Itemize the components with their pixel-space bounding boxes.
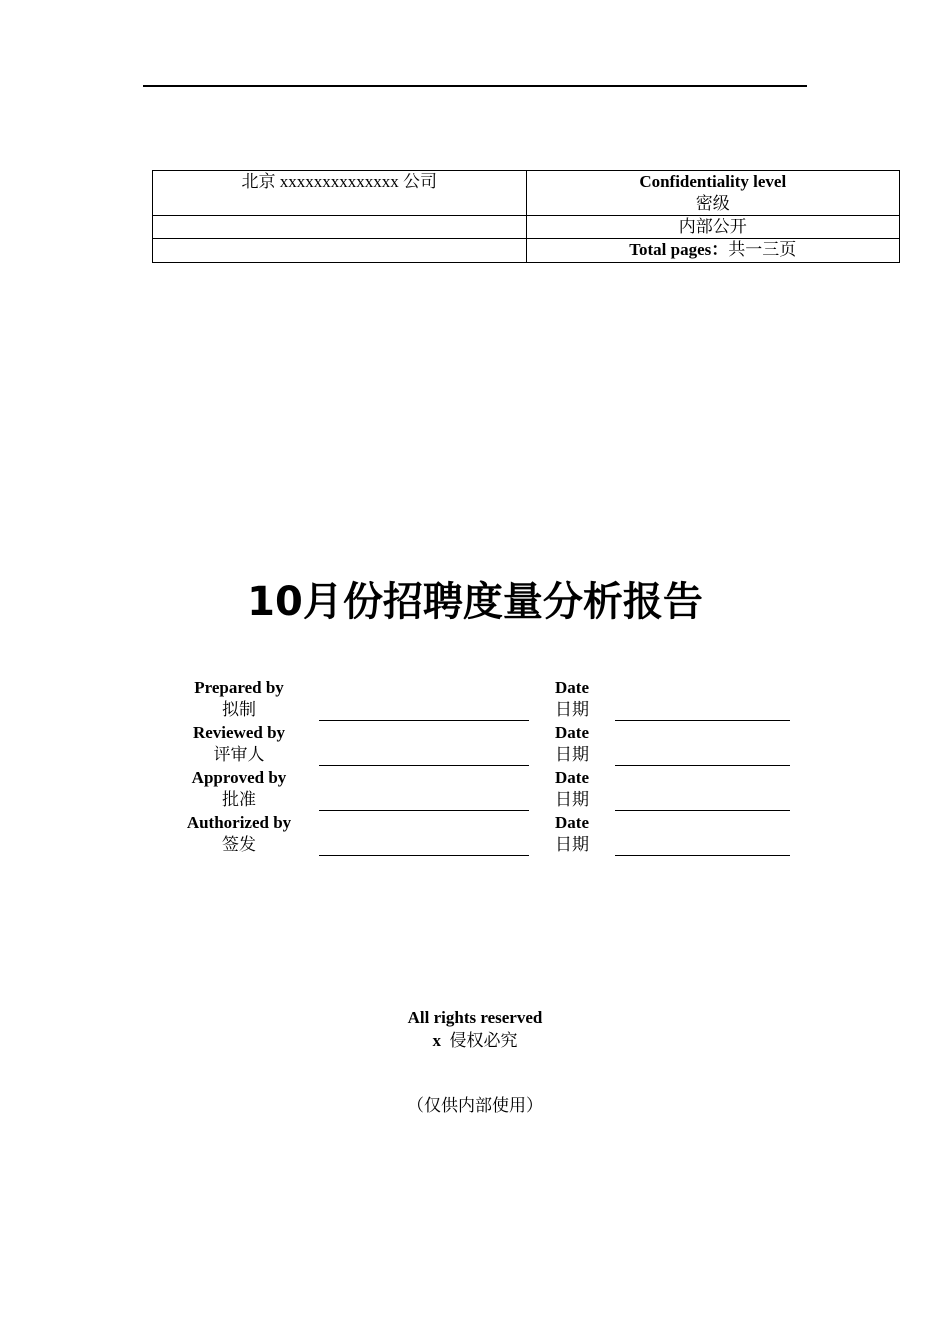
label-en: Prepared by (194, 678, 284, 697)
date-en: Date (555, 813, 589, 832)
signature-row-prepared (0, 677, 950, 722)
date-cn: 日期 (555, 790, 589, 809)
label-cn: 评审人 (213, 745, 265, 764)
company-cell (153, 171, 527, 216)
authorized-by-signature-line[interactable] (319, 855, 529, 856)
signature-row-approved (0, 767, 950, 812)
internal-use-notice: （仅供内部使用） (407, 1096, 543, 1115)
label-cn: 拟制 (222, 700, 256, 719)
date-label (540, 767, 604, 811)
label-en: Approved by (191, 768, 287, 787)
empty-cell (153, 239, 527, 263)
approved-date-line[interactable] (615, 810, 790, 811)
label-cn: 签发 (222, 835, 256, 854)
signature-row-authorized (0, 812, 950, 857)
company-name: 北京 xxxxxxxxxxxxxx 公司 (241, 172, 437, 191)
total-pages-cell (526, 239, 900, 263)
confidentiality-value-cell (526, 216, 900, 239)
date-en: Date (555, 678, 589, 697)
prepared-date-line[interactable] (615, 720, 790, 721)
document-title: 10月份招聘度量分析报告 (247, 579, 703, 625)
date-label (540, 722, 604, 766)
date-cn: 日期 (555, 835, 589, 854)
rights-prefix: x (432, 1031, 441, 1050)
confidentiality-cell (526, 171, 900, 216)
prepared-by-label (170, 677, 308, 721)
date-cn: 日期 (555, 700, 589, 719)
date-label (540, 812, 604, 856)
confidentiality-label: Confidentiality level (639, 172, 787, 191)
date-label (540, 677, 604, 721)
rights-en: All rights reserved (407, 1008, 543, 1027)
reviewed-date-line[interactable] (615, 765, 790, 766)
total-pages-label: Total pages： (629, 240, 729, 259)
authorized-by-label (170, 812, 308, 856)
authorized-date-line[interactable] (615, 855, 790, 856)
header-rule (143, 85, 807, 87)
label-en: Reviewed by (192, 723, 286, 742)
rights-notice (0, 1006, 950, 1052)
reviewed-by-signature-line[interactable] (319, 765, 529, 766)
prepared-by-signature-line[interactable] (319, 720, 529, 721)
date-en: Date (555, 768, 589, 787)
label-en: Authorized by (186, 813, 292, 832)
rights-cn: 侵权必究 (449, 1031, 518, 1050)
approved-by-label (170, 767, 308, 811)
date-cn: 日期 (555, 745, 589, 764)
empty-cell (153, 216, 527, 239)
label-cn: 批准 (222, 790, 256, 809)
total-pages-value: 共一三页 (728, 240, 797, 259)
approved-by-signature-line[interactable] (319, 810, 529, 811)
signature-row-reviewed (0, 722, 950, 767)
date-en: Date (555, 723, 589, 742)
reviewed-by-label (170, 722, 308, 766)
confidentiality-label-cn: 密级 (695, 194, 730, 213)
confidentiality-value: 内部公开 (678, 217, 747, 236)
document-info-table (152, 170, 900, 263)
